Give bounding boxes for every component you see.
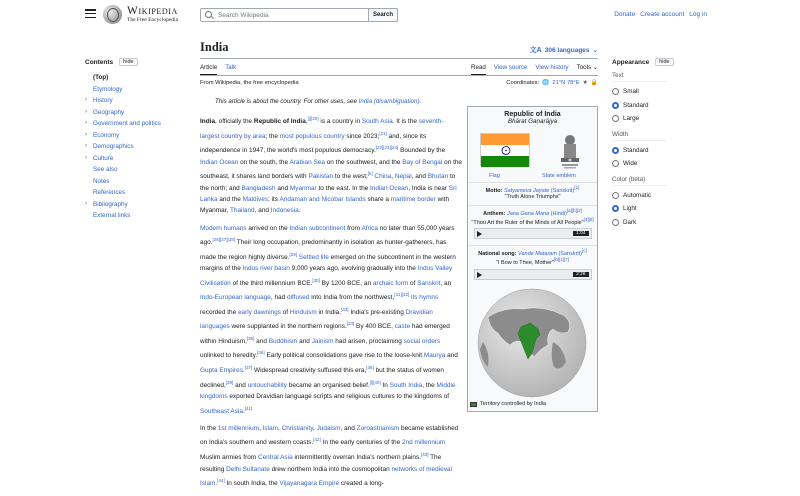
article-link[interactable]: Indus river basin: [242, 265, 290, 273]
toc-item[interactable]: [85, 95, 185, 107]
anthem-audio-player[interactable]: [474, 228, 592, 239]
chevron-down-icon: ⌄: [592, 47, 598, 54]
article-link[interactable]: Nepal: [394, 173, 412, 181]
article-link[interactable]: maritime border: [390, 196, 436, 203]
text-size-option-label: Small: [623, 88, 639, 96]
citation[interactable]: [33]: [341, 306, 349, 312]
toc-item-label: See also: [93, 166, 118, 173]
coordinates: [506, 80, 598, 86]
article-link[interactable]: untouchability: [247, 381, 287, 389]
article-link[interactable]: 2nd millennium: [402, 439, 446, 447]
citation[interactable]: [37]: [244, 365, 253, 370]
article-link[interactable]: Indian Ocean: [370, 184, 409, 192]
hatnote: This article is about the country. For other uses, see India (disambiguation).: [215, 98, 422, 105]
article-link[interactable]: Settled life: [298, 253, 329, 261]
appearance-hide-button[interactable]: hide: [655, 58, 673, 66]
national-song-row: National song: Vande Mataram (Sanskrit)[c] "I Bow to Thee, Mother"[b][1][7] 2:26: [468, 245, 597, 283]
song-lang-link[interactable]: (Sanskrit): [558, 251, 582, 258]
chevron-right-icon[interactable]: ›: [85, 154, 87, 161]
color-option[interactable]: [612, 189, 712, 203]
infobox-native-name: Bhārat Gaṇarājya: [507, 118, 558, 125]
toc-item[interactable]: [85, 153, 185, 165]
citation[interactable]: [43]: [420, 452, 429, 457]
width-option[interactable]: [612, 157, 712, 171]
article-link[interactable]: Indus Valley Civilisation: [200, 265, 453, 287]
article-link[interactable]: caste: [394, 323, 411, 331]
radio-button[interactable]: [612, 115, 619, 122]
article-link[interactable]: archaic form: [372, 279, 409, 287]
tab-talk[interactable]: Talk: [225, 64, 237, 71]
legend-label: Territory controlled by India: [480, 401, 547, 408]
motto-lang-link[interactable]: (Sanskrit): [550, 187, 575, 194]
text-size-option[interactable]: [612, 99, 712, 113]
paragraph: India, officially the Republic of India,[j][20] is a country in South Asia. It is the seventh-largest country by area; the most populous country since 2023;[21] and, since its independence in 1947, the world's most populous democracy.[22][23][24] Bounded by the Indian Ocean on the south, the Arabian Sea on the southwest, and the Bay of Bengal on the southeast, it shares land borders with Pakistan to the west;[k] China, Nepal, and Bhutan to the north; and Bangladesh and Myanmar to the east. In the Indian Ocean, India is near Sri Lanka and the Maldives; its Andaman and Nicobar Islands share a maritime border with Myanmar, Thailand, and Indonesia.: [200, 116, 463, 215]
emblem-link[interactable]: State emblem: [541, 173, 576, 179]
article-body: [200, 113, 462, 490]
toc-item[interactable]: [85, 199, 185, 211]
anthem-link[interactable]: Jana Gana Mana: [506, 210, 550, 217]
color-option-label: Automatic: [623, 191, 651, 199]
chevron-right-icon[interactable]: ›: [85, 200, 87, 207]
article-link[interactable]: Judaism: [316, 425, 341, 433]
toc-hide-button[interactable]: hide: [119, 58, 137, 66]
citation[interactable]: [l][40]: [369, 379, 381, 385]
citation[interactable]: [36]: [257, 350, 265, 356]
chevron-down-icon: ⌄: [592, 64, 598, 71]
width-option-label: Standard: [623, 146, 649, 154]
translate-icon: 文A: [529, 47, 542, 54]
india-flag[interactable]: [480, 133, 530, 166]
article-link[interactable]: Pakistan: [308, 173, 334, 181]
state-emblem-image[interactable]: [555, 133, 585, 171]
radio-button[interactable]: [612, 192, 619, 199]
citation[interactable]: [42]: [313, 437, 321, 443]
article-link[interactable]: Gupta Empires: [200, 367, 243, 375]
article-link[interactable]: Buddhism: [268, 338, 298, 346]
toc-item[interactable]: [85, 84, 185, 96]
table-of-contents: [85, 58, 185, 222]
toc-item[interactable]: [85, 107, 185, 119]
article-link[interactable]: Dravidian languages: [200, 308, 433, 331]
width-option[interactable]: [612, 144, 712, 158]
citation[interactable]: [38]: [366, 365, 374, 370]
globe-icon: [103, 5, 122, 24]
toc-item-label: Demographics: [93, 143, 134, 150]
article-link[interactable]: Thailand: [229, 207, 255, 215]
article-link[interactable]: Southeast Asia: [200, 407, 243, 415]
create-account-link[interactable]: Create account: [640, 11, 685, 18]
citation[interactable]: [22][23][24]: [375, 145, 399, 151]
article-link[interactable]: South Asia: [361, 118, 393, 126]
article-link[interactable]: Jainism: [311, 338, 334, 346]
toc-item[interactable]: [85, 72, 185, 84]
star-icon[interactable]: ★: [582, 80, 588, 86]
tab-view-source[interactable]: View source: [493, 64, 528, 71]
article-link[interactable]: Africa: [361, 224, 378, 232]
paragraph: In the 1st millennium, Islam, Christianity, Judaism, and Zoroastrianism became established on India's southern and western coasts.[42] In the early centuries of the 2nd millennium Muslim armies from Central Asia intermittently overran India's northern plains.[43] The resulting Delhi Sultanate drew northern India into the cosmopolitan networks of medieval Islam.[44] In south India, the Vijayanagara Empire created a long-: [200, 425, 459, 488]
article-link[interactable]: Modern humans: [200, 224, 247, 232]
article-link[interactable]: Vijayanagara Empire: [279, 480, 340, 488]
citation[interactable]: [39]: [225, 379, 234, 385]
search-icon: [204, 9, 218, 21]
wordmark-title: Wikipedia: [127, 4, 178, 17]
citation[interactable]: [a][b][2]: [566, 207, 582, 213]
appearance-panel: [612, 58, 712, 229]
page-title: India: [200, 40, 229, 54]
article-link[interactable]: China: [374, 173, 392, 181]
radio-button[interactable]: [612, 205, 619, 212]
main-menu-icon[interactable]: [85, 9, 96, 18]
article-link[interactable]: social orders: [403, 338, 441, 346]
tab-read[interactable]: Read: [471, 64, 486, 75]
song-audio-player[interactable]: [474, 269, 592, 280]
toc-item[interactable]: [85, 164, 185, 176]
coordinates-label: Coordinates:: [506, 80, 540, 86]
color-option-label: Dark: [623, 218, 637, 226]
toc-item[interactable]: [85, 118, 185, 130]
play-icon[interactable]: [477, 272, 482, 278]
infobox-title: Republic of India: [504, 111, 561, 118]
citation[interactable]: [29]: [289, 251, 297, 257]
flag-link[interactable]: Flag: [489, 173, 500, 179]
citation[interactable]: [26][27][28]: [212, 237, 236, 243]
motto-row: Motto: Satyameva Jayate (Sanskrit)[1] "Truth Alone Triumphs": [468, 182, 597, 202]
radio-button[interactable]: [612, 160, 619, 167]
article-link[interactable]: diffused: [286, 294, 310, 302]
citation[interactable]: [31][32]: [394, 292, 410, 298]
toc-title: Contents: [85, 58, 114, 66]
article-link[interactable]: Christianity: [281, 425, 313, 433]
color-option-label: Light: [623, 205, 637, 213]
paragraph: Modern humans arrived on the Indian subcontinent from Africa no later than 55,000 years ago.[26][27][28] Their long occupation, predominantly in isolation as hunter-gatherers, has made the region highly diverse.[29] Settled life emerged on the subcontinent in the western margins of the Indus river basin 9,000 years ago, evolving gradually into the Indus Valley Civilisation of the third millennium BCE.[30] By 1200 BCE, an archaic form of Sanskrit, an Indo-European language, had diffused into India from the northwest,[31][32] its hymns recorded the early dawnings of Hinduism in India.[33] India's pre-existing Dravidian languages were supplanted in the northern regions.[34] By 400 BCE, caste had emerged within Hinduism,[35] and Buddhism and Jainism had arisen, proclaiming social orders unlinked to heredity.[36] Early political consolidations gave rise to the loose-knit Maurya and Gupta Empires.[37] Widespread creativity suffused this era,[38] but the status of women declined,[39] and untouchability became an organised belief.[l][40] In South India, the Middle kingdoms exported Dravidian language scripts and religious cultures to the kingdoms of Southeast Asia.[41]: [200, 224, 458, 415]
search-input[interactable]: [218, 12, 368, 19]
coordinates-link[interactable]: 21°N 78°E: [552, 80, 580, 86]
chevron-right-icon[interactable]: ›: [85, 108, 87, 115]
toc-item[interactable]: [85, 130, 185, 142]
chevron-right-icon[interactable]: ›: [85, 97, 87, 103]
width-label: Width: [612, 131, 666, 141]
anthem-duration: 1:04: [573, 231, 588, 236]
article-link[interactable]: early dawnings: [237, 308, 281, 316]
article-link[interactable]: South India: [389, 381, 423, 389]
toc-item[interactable]: [85, 141, 185, 153]
article-link[interactable]: Maldives: [242, 196, 269, 203]
toc-item[interactable]: [85, 210, 185, 222]
chevron-right-icon[interactable]: ›: [85, 143, 87, 149]
play-icon[interactable]: [477, 231, 482, 237]
toc-item-label: Geography: [93, 108, 125, 116]
article-link[interactable]: Hinduism: [289, 308, 317, 316]
article-link[interactable]: Indo-European language: [200, 294, 271, 302]
tab-article[interactable]: Article: [200, 64, 217, 75]
radio-button[interactable]: [612, 102, 619, 109]
toc-item-label: Government and politics: [93, 120, 161, 127]
citation[interactable]: [21]: [379, 130, 387, 136]
article-link[interactable]: Bay of Bengal: [402, 158, 443, 166]
search-box: [200, 8, 398, 22]
text-size-option[interactable]: [612, 85, 712, 99]
article-link[interactable]: Bangladesh: [241, 184, 276, 192]
language-count: 306 languages: [544, 46, 590, 54]
article-link[interactable]: seventh-largest country by area: [200, 118, 444, 140]
article-link[interactable]: most populous country: [279, 132, 345, 140]
motto-link[interactable]: Satyameva Jayate: [504, 187, 550, 194]
anthem-row: Anthem: Jana Gana Mana (Hindi)[a][b][2] "Thou Art the Ruler of the Minds of All People"[4][5] 1:04: [468, 205, 597, 243]
article-link[interactable]: Andaman and Nicobar Islands: [279, 196, 366, 203]
citation[interactable]: [1]: [574, 185, 580, 190]
site-header: [0, 0, 800, 30]
appearance-title: Appearance: [612, 58, 650, 66]
color-option[interactable]: [612, 216, 712, 230]
article-link[interactable]: Delhi Sultanate: [226, 465, 270, 473]
article-link[interactable]: Maurya: [423, 352, 446, 360]
citation[interactable]: [4][5]: [583, 216, 594, 222]
tab-tools[interactable]: [577, 64, 598, 75]
article-link[interactable]: 1st millennium: [217, 425, 260, 433]
toc-item-label: Notes: [93, 177, 110, 185]
motto-translation: "Truth Alone Triumphs": [504, 193, 561, 200]
toc-item-label: References: [93, 189, 126, 196]
text-size-option-label: Large: [623, 115, 640, 123]
search-button[interactable]: Search: [368, 8, 398, 22]
disambiguation-link[interactable]: India (disambiguation): [358, 98, 420, 105]
lock-icon: 🔒: [590, 80, 598, 86]
citation[interactable]: [b][1][7]: [553, 257, 569, 263]
article-link[interactable]: its hymns: [411, 294, 439, 302]
citation[interactable]: [34]: [346, 321, 355, 327]
color-option[interactable]: [612, 202, 712, 216]
article-link[interactable]: Indian Ocean: [200, 158, 239, 166]
chevron-right-icon[interactable]: ›: [85, 120, 87, 126]
citation[interactable]: [k]: [367, 171, 373, 177]
article-link[interactable]: Indian subcontinent: [289, 224, 346, 232]
globe-small-icon: 🌐: [542, 80, 550, 86]
language-button[interactable]: [530, 45, 598, 55]
toc-item-label: Culture: [93, 154, 114, 162]
song-duration: 2:26: [573, 272, 588, 277]
article-link[interactable]: Islam: [262, 425, 279, 433]
song-translation: "I Bow to Thee, Mother": [496, 260, 554, 267]
legend-swatch: [470, 402, 477, 407]
radio-button[interactable]: [612, 88, 619, 95]
text-size-label: Text: [612, 72, 666, 82]
location-map[interactable]: [468, 287, 597, 399]
toc-item-label: Economy: [93, 131, 120, 139]
toc-item-label: External links: [93, 212, 131, 219]
article-link[interactable]: Arabian Sea: [289, 158, 325, 166]
song-link[interactable]: Vande Mataram: [517, 251, 557, 258]
radio-button[interactable]: [612, 147, 619, 154]
page-tabs: [200, 64, 598, 76]
citation[interactable]: [c]: [581, 248, 587, 254]
user-links: [614, 11, 707, 18]
login-link[interactable]: Log in: [689, 11, 707, 18]
toc-item[interactable]: [85, 176, 185, 188]
article-link[interactable]: Myanmar: [289, 184, 317, 192]
tab-view-history[interactable]: View history: [535, 64, 569, 71]
article-link[interactable]: Bhutan: [427, 173, 449, 181]
article-link[interactable]: Zoroastrianism: [356, 425, 400, 433]
wordmark-tagline: The Free Encyclopedia: [127, 17, 179, 23]
toc-item[interactable]: [85, 187, 185, 199]
article-link[interactable]: networks of medieval Islam: [200, 465, 452, 488]
width-option-label: Wide: [623, 160, 638, 168]
text-size-option-label: Standard: [623, 101, 649, 109]
anthem-lang-link[interactable]: (Hindi): [550, 210, 567, 217]
tools-label: Tools: [576, 64, 592, 71]
article-link[interactable]: Indonesia: [270, 207, 299, 215]
donate-link[interactable]: Donate: [614, 11, 636, 18]
color-label: Color (beta): [612, 176, 666, 186]
citation[interactable]: [44]: [217, 477, 225, 483]
toc-item-label: Bibliography: [93, 200, 128, 208]
toc-item-label: (Top): [93, 74, 109, 81]
chevron-right-icon[interactable]: ›: [85, 131, 87, 138]
map-legend: [468, 401, 597, 407]
article-link[interactable]: Sanskrit: [417, 279, 441, 287]
anthem-translation: "Thou Art the Ruler of the Minds of All People": [471, 219, 584, 226]
toc-item-label: History: [93, 97, 113, 104]
article-link[interactable]: Central Asia: [257, 454, 293, 462]
citation[interactable]: [35]: [246, 335, 255, 341]
citation[interactable]: [30]: [312, 277, 320, 283]
article-link[interactable]: Sri Lanka: [200, 184, 457, 203]
citation[interactable]: [41]: [244, 405, 253, 411]
toc-item-label: Etymology: [93, 85, 123, 93]
infobox: [467, 106, 598, 412]
radio-button[interactable]: [612, 219, 619, 226]
article-link[interactable]: Middle kingdoms: [200, 381, 456, 401]
site-sub: From Wikipedia, the free encyclopedia: [200, 80, 299, 86]
wikipedia-logo[interactable]: [103, 5, 178, 24]
text-size-option[interactable]: [612, 112, 712, 126]
citation[interactable]: [j][20]: [307, 116, 319, 121]
